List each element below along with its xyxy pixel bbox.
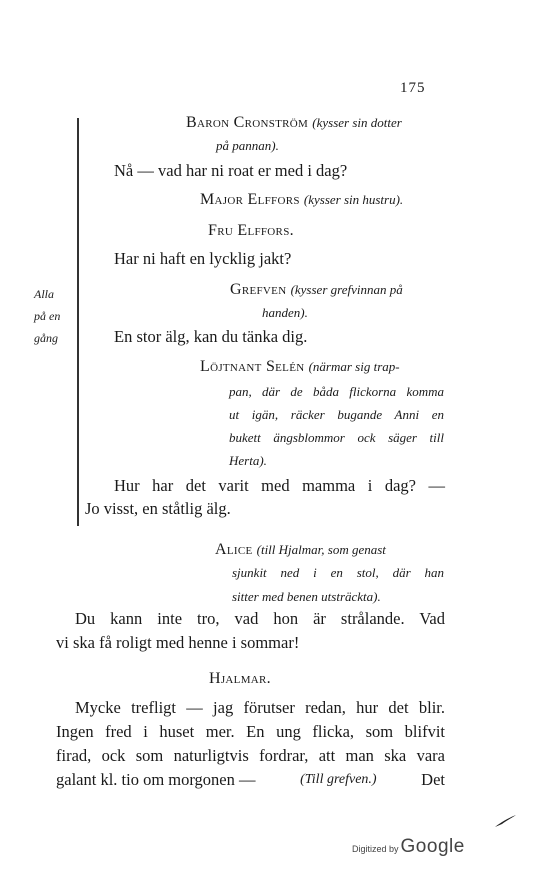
- speaker-name: Major Elffors: [200, 191, 300, 208]
- margin-bracket: [77, 118, 79, 526]
- dialogue-line-with-direction: [56, 769, 445, 791]
- stage-direction-continued: bukett ängsblommor ock säger till: [229, 430, 444, 445]
- page-number: 175: [400, 80, 426, 96]
- stage-direction-continued: ut igän, räcker bugande Anni en: [229, 407, 444, 422]
- stage-direction-continued: sitter med benen utsträckta).: [232, 589, 381, 604]
- speaker-name: Baron Cronström: [186, 114, 309, 131]
- speaker-grefven: [230, 278, 403, 301]
- stage-direction: (till Hjalmar, som genast: [256, 542, 386, 557]
- speaker-major-elffors: [200, 188, 403, 211]
- margin-note-line-3: gång: [34, 331, 58, 345]
- stage-direction: (kysser sin hustru).: [303, 192, 404, 207]
- stage-direction-continued: Herta).: [229, 453, 267, 468]
- speaker-name: Alice: [215, 541, 253, 558]
- speaker-hjalmar: Hjalmar.: [209, 670, 271, 687]
- speaker-fru-elffors: Fru Elffors.: [208, 222, 294, 239]
- google-wordmark: Google: [400, 836, 465, 857]
- stage-direction: (närmar sig trap-: [308, 359, 400, 374]
- quill-mark-icon: [494, 814, 518, 828]
- stage-direction-continued: handen).: [262, 305, 308, 320]
- stage-direction-continued: på pannan).: [216, 138, 279, 153]
- speaker-name: Löjtnant Selén: [200, 358, 305, 375]
- speaker-lojtnant-selen: [200, 355, 400, 378]
- dialogue-line: Ingen fred i huset mer. En ung flicka, som blifvit: [56, 722, 445, 741]
- digitized-by-google-watermark: [352, 836, 465, 858]
- stage-direction: (Till grefven.): [300, 772, 377, 787]
- dialogue-line: En stor älg, kan du tänka dig.: [114, 327, 308, 346]
- stage-direction: (kysser sin dotter: [312, 115, 402, 130]
- stage-direction: (kysser grefvinnan på: [290, 282, 403, 297]
- digitized-label: Digitized by: [352, 844, 399, 854]
- dialogue-line: Har ni haft en lycklig jakt?: [114, 249, 292, 268]
- dialogue-line: Mycke trefligt — jag förutser redan, hur det blir.: [75, 698, 445, 717]
- margin-note-line-2: på en: [34, 309, 61, 323]
- speaker-baron-cronstrom: [186, 111, 402, 134]
- stage-direction-continued: sjunkit ned i en stol, där han: [232, 565, 444, 580]
- dialogue-line: Jo visst, en ståtlig älg.: [85, 499, 231, 518]
- dialogue-line: vi ska få roligt med henne i sommar!: [56, 633, 300, 652]
- dialogue-text: galant kl. tio om morgonen —: [56, 770, 256, 789]
- stage-direction-continued: pan, där de båda flickorna komma: [229, 384, 444, 399]
- dialogue-line: firad, ock som naturligtvis fordrar, att man ska vara: [56, 746, 445, 765]
- dialogue-line: Nå — vad har ni roat er med i dag?: [114, 161, 348, 180]
- speaker-alice: [215, 538, 386, 561]
- dialogue-line: Du kann inte tro, vad hon är strålande. Vad: [75, 609, 445, 628]
- margin-note-line-1: Alla: [34, 287, 54, 301]
- dialogue-text: Det: [421, 770, 445, 789]
- speaker-name: Grefven: [230, 281, 287, 298]
- dialogue-line: Hur har det varit med mamma i dag? —: [114, 476, 445, 495]
